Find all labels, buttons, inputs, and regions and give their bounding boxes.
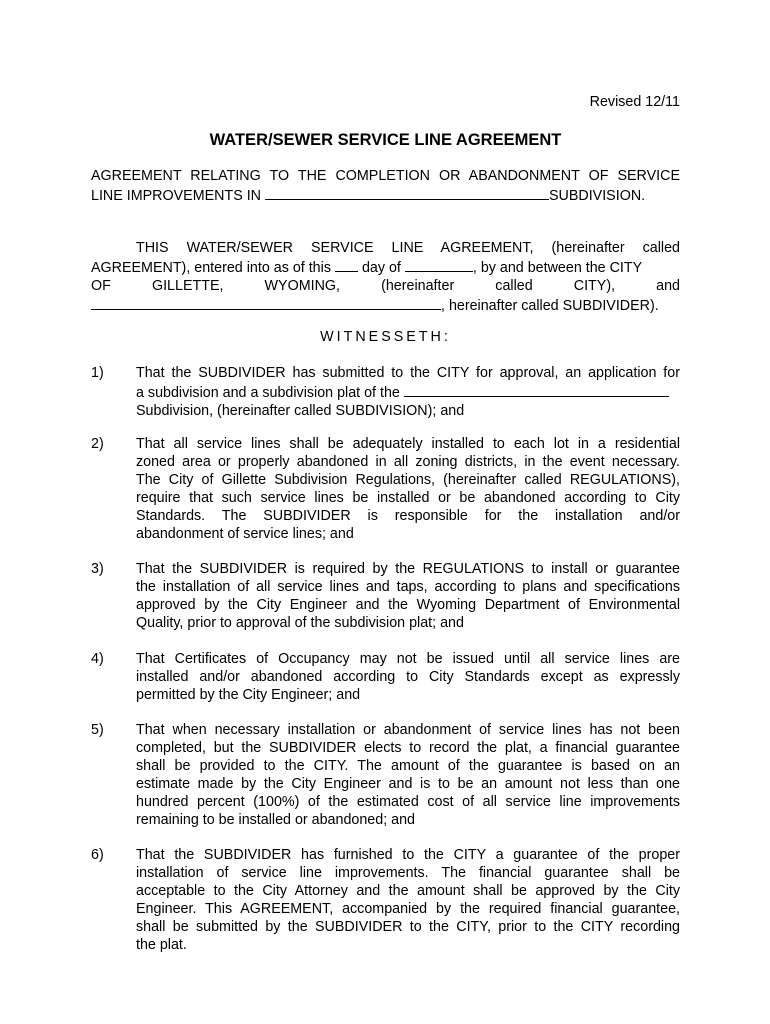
recital-line: That the SUBDIVIDER has submitted to the CITY for approval, an application for — [136, 365, 680, 381]
subheading-suffix: SUBDIVISION. — [548, 188, 646, 204]
recital-text — [136, 650, 680, 704]
intro-line-4-suffix: , hereinafter called SUBDIVIDER). — [441, 298, 659, 314]
recital-line: abandonment of service lines; and — [136, 526, 354, 542]
recital-line: shall be provided to the CITY. The amount of the guarantee is based on an — [136, 758, 680, 774]
recital-number: 1) — [91, 365, 104, 381]
recital-line: That the SUBDIVIDER has furnished to the CITY a guarantee of the proper — [136, 847, 680, 863]
recital-line: The City of Gillette Subdivision Regulations, (hereinafter called REGULATIONS), — [136, 472, 680, 488]
recital-text — [136, 364, 680, 420]
subdivision-name-blank[interactable] — [265, 185, 549, 200]
intro-line-3: OF GILLETTE, WYOMING, (hereinafter called CITY), and — [91, 278, 680, 294]
recital-line: installed and/or abandoned according to City Standards except as expressly — [136, 669, 680, 685]
recital-number: 4) — [91, 651, 104, 667]
day-blank[interactable] — [335, 257, 358, 272]
recital-number: 6) — [91, 847, 104, 863]
recital-line: Engineer. This AGREEMENT, accompanied by the required financial guarantee, — [136, 901, 680, 917]
recital-line: shall be submitted by the SUBDIVIDER to the CITY, prior to the CITY recording — [136, 919, 680, 935]
recital-text — [136, 846, 680, 954]
intro-paragraph — [91, 239, 680, 315]
recital-line: hundred percent (100%) of the estimated cost of all service line improvements — [136, 794, 680, 810]
witnesseth-heading: WITNESSETH: — [320, 329, 451, 345]
recital-line: remaining to be installed or abandoned; and — [136, 812, 415, 828]
subheading-line-2 — [91, 185, 680, 205]
recital-line: zoned area or properly abandoned in all zoning districts, in the event necessary. — [136, 454, 680, 470]
intro-line-4 — [91, 295, 680, 315]
agreement-subheading — [91, 167, 680, 205]
recital-number: 2) — [91, 436, 104, 452]
recital-line: That Certificates of Occupancy may not be issued until all service lines are — [136, 651, 680, 667]
intro-line-2-a: AGREEMENT), entered into as of this — [91, 260, 331, 276]
intro-line-2 — [91, 257, 680, 277]
subdivider-name-blank[interactable] — [91, 295, 441, 310]
recital-line: estimate made by the City Engineer and is to be an amount not less than one — [136, 776, 680, 792]
recital-text — [136, 435, 680, 543]
intro-line-1: THIS WATER/SEWER SERVICE LINE AGREEMENT, (hereinafter called — [136, 240, 680, 256]
document-title: WATER/SEWER SERVICE LINE AGREEMENT — [209, 131, 562, 149]
recital-line: Subdivision, (hereinafter called SUBDIVISION); and — [136, 403, 465, 419]
recital-line: the plat. — [136, 937, 187, 953]
recital-line: That when necessary installation or abandonment of service lines has not been — [136, 722, 680, 738]
recital-line: installation of service line improvements. The financial guarantee shall be — [136, 865, 680, 881]
recital-line: a subdivision and a subdivision plat of the — [136, 382, 680, 402]
recital-line: Standards. The SUBDIVIDER is responsible for the installation and/or — [136, 508, 680, 524]
recital-line: permitted by the City Engineer; and — [136, 687, 361, 703]
recital-text — [136, 721, 680, 829]
intro-line-2-c: , by and between the CITY — [472, 260, 643, 276]
recital-text — [136, 560, 680, 632]
recital-line: the installation of all service lines and taps, according to plans and specifications — [136, 579, 680, 595]
recital-line: require that such service lines be installed or be abandoned according to City — [136, 490, 680, 506]
recital-line: approved by the City Engineer and the Wyoming Department of Environmental — [136, 597, 680, 613]
recital-line: Quality, prior to approval of the subdivision plat; and — [136, 615, 464, 631]
recital-line: acceptable to the City Attorney and the amount shall be approved by the City — [136, 883, 680, 899]
revision-date: Revised 12/11 — [589, 94, 680, 110]
month-blank[interactable] — [405, 257, 473, 272]
recital-number: 5) — [91, 722, 104, 738]
recital-number: 3) — [91, 561, 104, 577]
intro-line-2-b: day of — [361, 260, 401, 276]
subheading-line-1: AGREEMENT RELATING TO THE COMPLETION OR ABANDONMENT OF SERVICE — [91, 168, 680, 184]
recital-line: That all service lines shall be adequately installed to each lot in a residential — [136, 436, 680, 452]
subdivision-plat-blank[interactable] — [404, 382, 669, 397]
subheading-prefix: LINE IMPROVEMENTS IN — [91, 188, 261, 204]
recital-line: completed, but the SUBDIVIDER elects to record the plat, a financial guarantee — [136, 740, 680, 756]
recital-line: That the SUBDIVIDER is required by the REGULATIONS to install or guarantee — [136, 561, 680, 577]
